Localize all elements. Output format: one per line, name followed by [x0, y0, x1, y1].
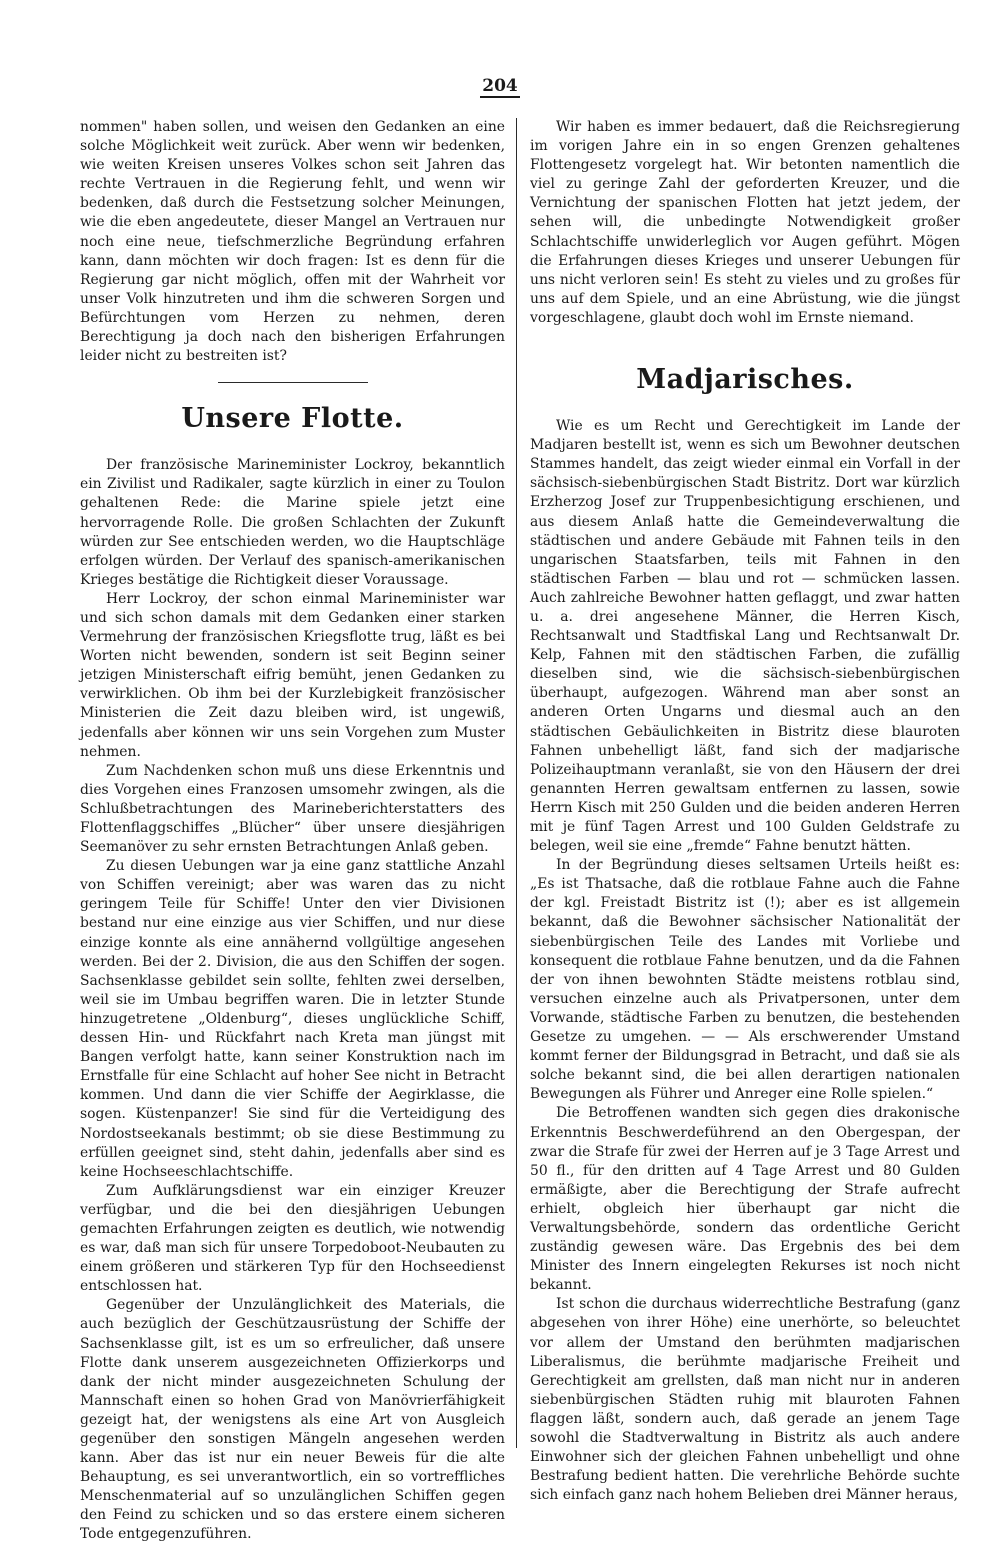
- article-paragraph: Zum Nachdenken schon muß uns diese Erkenntnis und dies Vorgehen eines Franzosen umsomehr zwingen, als die Schlußbetrachtungen des Marineberichterstatters des Flottenflaggschiffes „Blücher“ über unsere diesjährigen Seemanöver zu sehr ernsten Betrachtungen Anlaß geben.: [80, 762, 505, 856]
- article-headline-flotte: Unsere Flotte.: [181, 403, 404, 435]
- article-paragraph: Der französische Marineminister Lockroy, bekanntlich ein Zivilist und Radikaler, sagte kürzlich in einer zu Toulon gehaltenen Rede: die Marine spiele jetzt eine hervorragende Rolle. Die großen Schlachten der Zukunft würden zur See entschieden werden, wo die Hauptschläge erfolgen würden. Der Verlauf des spanisch-amerikanischen Krieges bestätige die Richtigkeit dieser Voraussage.: [80, 457, 505, 588]
- page-number: [0, 76, 1000, 96]
- article-paragraph: Wie es um Recht und Gerechtigkeit im Lande der Madjaren bestellt ist, wenn es sich um Bewohner deutschen Stammes handelt, das zeigt wieder einmal ein Vorfall in der sächsisch-siebenbürgischen Stadt Bistritz. Dort war kürzlich Erzherzog Josef zur Truppenbesichtigung erschienen, und aus diesem Anlaß hatte die Gemeindeverwaltung die städtischen und andere Gebäude mit Fahnen teils in den ungarischen Staatsfarben, teils mit Fahnen in den städtischen Farben — blau und rot — schmücken lassen. Auch zahlreiche Bewohner hatten geflaggt, und zwar hatten u. a. drei angesehene Männer, die Herren Kisch, Rechtsanwalt und Stadtfiskal Lang und Rechtsanwalt Dr. Kelp, Fahnen mit den städtischen Farben, die zufällig dieselben sind, wie die sächsisch-siebenbürgischen überhaupt, aufgezogen. Während man aber sonst an anderen Orten Ungarns und diesmal auch an den städtischen Gebäulichkeiten in Bistritz diese blauroten Fahnen unbehelligt läßt, fand sich der madjarische Polizeihauptmann veranlaßt, sie von den Häusern der drei genannten Herren gewaltsam entfernen zu lassen, sowie Herrn Kisch mit 250 Gulden und die beiden anderen Herren mit je fünf Tagen Arrest und 100 Gulden Geldstrafe zu belegen, weil sie eine „fremde“ Fahne benutzt hätten.: [530, 418, 960, 855]
- column-divider: [516, 118, 517, 1448]
- article-headline-madjarisches: Madjarisches.: [636, 364, 854, 396]
- article-paragraph: Herr Lockroy, der schon einmal Marineminister war und sich schon damals mit dem Gedanken einer starken Vermehrung der französischen Kriegsflotte trug, läßt es bei Worten nicht bewenden, sondern ist seit Beginn seiner jetzigen Ministerschaft eifrig bemüht, jenen Gedanken zu verwirklichen. Ob ihm bei der Kurzlebigkeit französischer Ministerien die Zeit dazu bleiben wird, ist ungewiß, jedenfalls aber können wir uns sein Vorgehen zum Muster nehmen.: [80, 590, 505, 760]
- section-rule: [218, 382, 368, 383]
- article-paragraph: Zu diesen Uebungen war ja eine ganz stattliche Anzahl von Schiffen vereinigt; aber was waren das zu nicht geringem Teile für Schiffe! Unter den vier Divisionen bestand nur eine einzige aus vier Schiffen, und nur diese einzige konnte als eine annähernd vollgültige angesehen werden. Bei der 2. Division, die aus den Schiffen der sogen. Sachsenklasse gebildet sein sollte, fehlten zwei derselben, weil sie im Umbau begriffen waren. Die in letzter Stunde hinzugetretene „Oldenburg“, dieses unglückliche Schiff, dessen Hin- und Rückfahrt nach Kreta man jüngst mit Bangen verfolgt hatte, kann seiner Konstruktion nach im Ernstfalle für eine Schlacht auf hoher See nicht in Betracht kommen. Und dann die vier Schiffe der Aegirklasse, die sogen. Küstenpanzer! Sie sind für die Verteidigung des Nordostseekanals bestimmt; ob sie diese Bestimmung zu erfüllen geeignet sind, steht dahin, jedenfalls aber sind es keine Hochseeschlachtschiffe.: [80, 858, 505, 1180]
- article-paragraph: Gegenüber der Unzulänglichkeit des Materials, die auch bezüglich der Geschützausrüstung der Schiffe der Sachsenklasse gilt, ist es um so erfreulicher, daß unsere Flotte dank unserem ausgezeichneten Offizierkorps und dank der nicht minder ausgezeichneten Schulung der Mannschaft einen so hohen Grad von Manövrierfähigkeit gezeigt hat, der wenigstens als eine Art von Ausgleich gegenüber den sonstigen Mängeln angesehen werden kann. Aber das ist nur ein neuer Beweis für die alte Behauptung, es sei unverantwortlich, ein so vortreffliches Menschenmaterial auf so unzulänglichen Schiffen gegen den Feind zu schicken und so das erstere einem sicheren Tode entgegenzuführen.: [80, 1297, 505, 1543]
- page-number-text: 204: [482, 76, 518, 96]
- article-paragraph: Ist schon die durchaus widerrechtliche Bestrafung (ganz abgesehen von ihrer Höhe) eine unerhörte, so beleuchtet vor allem der Umstand den berühmten madjarischen Liberalismus, die berühmte madjarische Freiheit und Gerechtigkeit am grellsten, daß man nicht nur in anderen siebenbürgischen Städten ruhig mit blauroten Fahnen flaggen läßt, sondern auch, daß gerade an jenem Tage sowohl die Stadtverwaltung in Bistritz als auch andere Einwohner sich der gleichen Fahnen unbehelligt und ohne Bestrafung bedient hatten. Die verehrliche Behörde suchte sich einfach ganz nach hohem Belieben drei Männer heraus,: [530, 1296, 960, 1504]
- right-column: [530, 118, 960, 1505]
- left-column: [80, 118, 505, 1545]
- continued-paragraph: nommen" haben sollen, und weisen den Gedanken an eine solche Möglichkeit weit zurück. Aber wenn wir bedenken, wie weiten Kreisen unseres Volkes schon seit Jahren das rechte Vertrauen in die Regierung fehlt, und wenn wir bedenken, daß durch die Festsetzung solcher Meinungen, wie die eben angedeutete, dieser Mangel an Vertrauen nur noch eine neue, tiefschmerzliche Begründung erfahren kann, dann möchten wir doch fragen: Ist es denn für die Regierung gar nicht möglich, offen mit der Wahrheit vor unser Volk hinzutreten und ihm die schweren Sorgen und Befürchtungen vom Herzen zu nehmen, deren Berechtigung ja doch nach den bisherigen Erfahrungen leider nicht zu bestreiten ist?: [80, 119, 505, 365]
- continued-paragraph: Wir haben es immer bedauert, daß die Reichsregierung im vorigen Jahre ein in so engen Grenzen gehaltenes Flottengesetz vorgelegt hat. Wir betonten namentlich die viel zu geringe Zahl der geforderten Kreuzer, und die Vernichtung der spanischen Flotten hat jetzt jedem, der sehen will, die unbedingte Notwendigkeit großer Schlachtschiffe unwiderleglich vor Augen geführt. Mögen die Erfahrungen dieses Krieges und unserer Uebungen für uns nicht verloren sein! Es steht zu vieles und zu großes für uns auf dem Spiele, und an eine Abrüstung, wie die jüngst vorgeschlagene, glaubt doch wohl im Ernste niemand.: [530, 119, 960, 326]
- article-paragraph: In der Begründung dieses seltsamen Urteils heißt es: „Es ist Thatsache, daß die rotblaue Fahne auch die Fahne der kgl. Freistadt Bistritz ist (!); aber es ist allgemein bekannt, daß die Bewohner sächsischer Nationalität der siebenbürgischen Teile des Landes mit Vorliebe und konsequent die rotblaue Fahne benutzen, und da die Fahnen der von ihnen bewohnten Städte meistens rotblau sind, versuchen einzelne auch als Privatpersonen, unter dem Vorwande, städtische Farben zu benutzen, die bestehenden Gesetze zu umgehen. — — Als erschwerender Umstand kommt ferner der Bildungsgrad in Betracht, und daß sie als solche bekannt sind, die bei allen derartigen nationalen Bewegungen als Führer und Anreger eine Rolle spielen.“: [530, 857, 960, 1103]
- article-paragraph: Zum Aufklärungsdienst war ein einziger Kreuzer verfügbar, und die bei den diesjährigen Uebungen gemachten Erfahrungen zeigten es deutlich, wie notwendig es war, daß man sich für unsere Torpedoboot-Neubauten zu einem größeren und stärkeren Typ für den Hochseedienst entschlossen hat.: [80, 1182, 505, 1295]
- article-paragraph: Die Betroffenen wandten sich gegen dies drakonische Erkenntnis Beschwerdeführend an den Obergespan, der zwar die Strafe für zwei der Herren auf je 3 Tage Arrest und 50 fl., für den dritten auf 4 Tage Arrest und 80 Gulden ermäßigte, aber die Berechtigung der Strafe aufrecht erhielt, obgleich hier überhaupt gar nicht die Verwaltungsbehörde, sondern das ordentliche Gericht zuständig gewesen wäre. Das Ergebnis des bei dem Minister des Innern eingelegten Rekurses ist noch nicht bekannt.: [530, 1105, 960, 1294]
